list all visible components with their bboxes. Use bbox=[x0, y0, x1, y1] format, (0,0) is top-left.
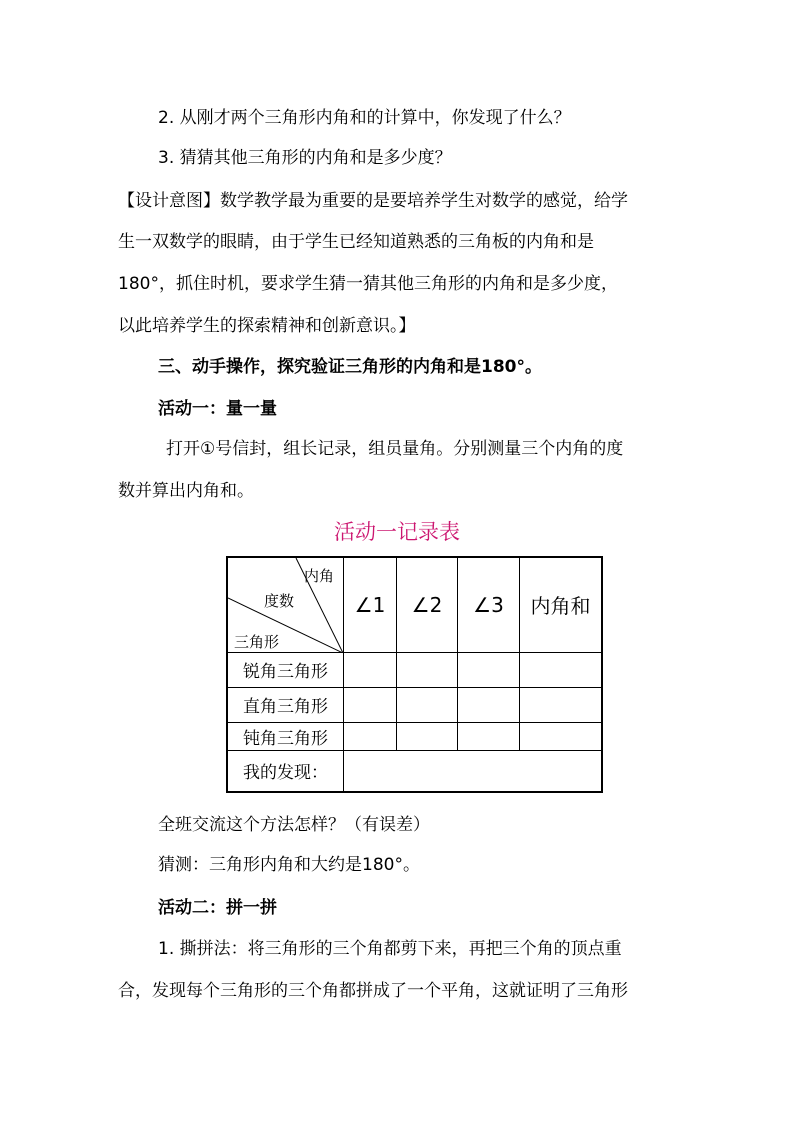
corner-label-triangle: 三角形 bbox=[234, 633, 280, 651]
cell-acute-angle2[interactable] bbox=[397, 652, 458, 687]
q2-text: 2. 从刚才两个三角形内角和的计算中，你发现了什么？ bbox=[158, 108, 571, 128]
corner-label-angle: 内角 bbox=[304, 567, 335, 585]
cell-right-angle1[interactable] bbox=[344, 687, 397, 722]
record-table bbox=[226, 556, 603, 793]
cell-obtuse-angle2[interactable] bbox=[397, 722, 458, 750]
cell-obtuse-angle3[interactable] bbox=[458, 722, 520, 750]
col-header-angle1: ∠1 bbox=[344, 557, 397, 652]
cell-findings[interactable] bbox=[344, 750, 603, 792]
section3-heading: 三、动手操作，探究验证三角形的内角和是180°。 bbox=[158, 357, 542, 377]
cell-right-angle3[interactable] bbox=[458, 687, 520, 722]
col-header-angle-sum: 内角和 bbox=[520, 557, 603, 652]
design-intent-line1: 【设计意图】数学教学最为重要的是要培养学生对数学的感觉，给学 bbox=[118, 191, 628, 211]
table-title: 活动一记录表 bbox=[334, 520, 460, 544]
col-header-angle2: ∠2 bbox=[397, 557, 458, 652]
row-header-acute: 锐角三角形 bbox=[227, 652, 344, 687]
corner-header-cell bbox=[227, 557, 344, 652]
q3-text: 3. 猜猜其他三角形的内角和是多少度？ bbox=[158, 148, 452, 168]
cell-acute-sum[interactable] bbox=[520, 652, 603, 687]
row-header-obtuse: 钝角三角形 bbox=[227, 722, 344, 750]
activity2-line1: 1. 撕拼法：将三角形的三个角都剪下来，再把三个角的顶点重 bbox=[158, 939, 622, 959]
cell-acute-angle3[interactable] bbox=[458, 652, 520, 687]
row-header-findings: 我的发现： bbox=[227, 750, 344, 792]
cell-right-sum[interactable] bbox=[520, 687, 603, 722]
after-table-line1: 全班交流这个方法怎样？（有误差） bbox=[158, 815, 430, 835]
col-header-angle3: ∠3 bbox=[458, 557, 520, 652]
design-intent-line4: 以此培养学生的探索精神和创新意识。】 bbox=[118, 316, 416, 336]
cell-acute-angle1[interactable] bbox=[344, 652, 397, 687]
cell-obtuse-angle1[interactable] bbox=[344, 722, 397, 750]
activity1-line1: 打开①号信封，组长记录，组员量角。分别测量三个内角的度 bbox=[166, 439, 624, 459]
row-header-right: 直角三角形 bbox=[227, 687, 344, 722]
design-intent-line3: 180°，抓住时机，要求学生猜一猜其他三角形的内角和是多少度， bbox=[118, 274, 618, 294]
activity1-line2: 数并算出内角和。 bbox=[118, 481, 254, 501]
corner-label-degree: 度数 bbox=[264, 592, 295, 610]
cell-obtuse-sum[interactable] bbox=[520, 722, 603, 750]
design-intent-line2: 生一双数学的眼睛，由于学生已经知道熟悉的三角板的内角和是 bbox=[118, 232, 594, 252]
activity1-title: 活动一：量一量 bbox=[158, 399, 277, 419]
cell-right-angle2[interactable] bbox=[397, 687, 458, 722]
after-table-line2: 猜测：三角形内角和大约是180°。 bbox=[158, 855, 420, 875]
activity2-title: 活动二：拼一拼 bbox=[158, 898, 277, 918]
activity2-line2: 合，发现每个三角形的三个角都拼成了一个平角，这就证明了三角形 bbox=[118, 981, 628, 1001]
